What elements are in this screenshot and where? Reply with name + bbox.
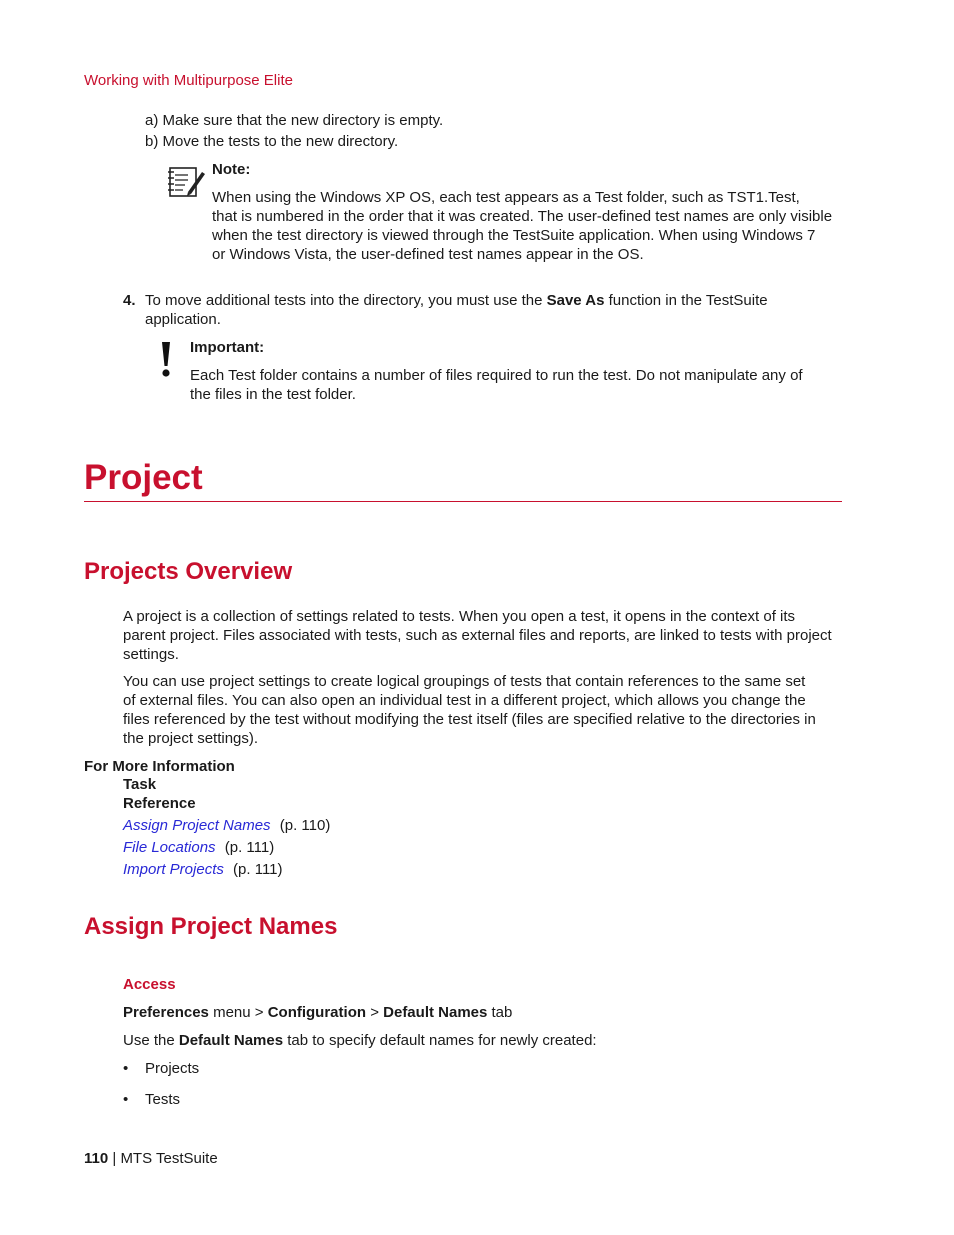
link-import-projects[interactable]: Import Projects [123, 861, 224, 878]
running-head: Working with Multipurpose Elite [84, 72, 293, 89]
note-line: or Windows Vista, the user-defined test names appear in the OS. [212, 246, 644, 263]
reference-row [123, 860, 283, 879]
link-assign-project-names[interactable]: Assign Project Names [123, 817, 271, 834]
bullet-marker: • [123, 1060, 129, 1077]
paragraph-line: A project is a collection of settings related to tests. When you open a test, it opens in the context of its [123, 608, 796, 625]
section-heading-overview: Projects Overview [84, 558, 293, 585]
step-text-after: function in the TestSuite [604, 292, 768, 309]
step-number: 4. [123, 292, 136, 309]
substep-text: Move the tests to the new directory. [162, 133, 399, 150]
page-footer [84, 1149, 218, 1168]
sentence-text: tab to specify default names for newly created: [283, 1032, 597, 1049]
exclamation-icon [158, 340, 174, 380]
step-text [145, 291, 835, 329]
tab-name: Default Names [383, 1004, 488, 1021]
bullet-marker: • [123, 1091, 129, 1108]
chapter-rule [84, 501, 842, 502]
default-names-term: Default Names [178, 1032, 284, 1049]
important-label: Important: [190, 339, 265, 356]
page-ref: (p. 111) [233, 861, 283, 878]
paragraph-line: of external files. You can also open an individual test in a different project, which allows you change the [123, 692, 806, 709]
bullet-item-projects: Projects [145, 1060, 200, 1077]
step-text-before: To move additional tests into the directory, you must use the [145, 292, 547, 309]
overview-paragraph-1 [123, 607, 845, 664]
more-info-heading: For More Information [84, 758, 235, 775]
column-header-task: Task [123, 776, 157, 793]
page-ref: (p. 111) [224, 839, 275, 856]
page-ref: (p. 110) [279, 817, 331, 834]
footer-title: MTS TestSuite [120, 1150, 218, 1167]
note-line: when the test directory is viewed through the TestSuite application. When using Windows 7 [212, 227, 816, 244]
important-line: the files in the test folder. [190, 386, 356, 403]
note-body [212, 188, 846, 264]
note-label: Note: [212, 161, 251, 178]
sentence-text: Use the [123, 1032, 179, 1049]
substep-b [145, 132, 398, 151]
footer-separator: | [108, 1150, 121, 1167]
note-line: that is numbered in the order that it was created. The user-defined test names are only visible [212, 208, 833, 225]
chapter-title: Project [84, 458, 203, 497]
paragraph-line: You can use project settings to create logical groupings of tests that contain references to the same set [123, 673, 806, 690]
paragraph-line: the project settings). [123, 730, 259, 747]
important-line: Each Test folder contains a number of files required to run the test. Do not manipulate any of [190, 367, 803, 384]
configuration-name: Configuration [267, 1004, 367, 1021]
use-sentence [123, 1031, 597, 1050]
paragraph-line: settings. [123, 646, 179, 663]
note-pencil-icon [166, 164, 206, 200]
access-path [123, 1003, 512, 1022]
menu-name: Preferences [123, 1004, 209, 1021]
page-number: 110 [84, 1150, 109, 1167]
reference-row [123, 816, 330, 835]
access-heading: Access [123, 976, 176, 993]
reference-row [123, 838, 274, 857]
column-header-reference: Reference [123, 795, 196, 812]
substep-a [145, 111, 443, 130]
bullet-item-tests: Tests [145, 1091, 181, 1108]
note-line: When using the Windows XP OS, each test appears as a Test folder, such as TST1.Test, [212, 189, 800, 206]
path-separator: > [366, 1004, 384, 1021]
substep-label: a) [145, 112, 159, 129]
substep-text: Make sure that the new directory is empty. [162, 112, 444, 129]
path-text: menu > [208, 1004, 268, 1021]
section-heading-assign: Assign Project Names [84, 913, 338, 940]
overview-paragraph-2 [123, 672, 845, 748]
save-as-term: Save As [546, 292, 605, 309]
important-body [190, 366, 840, 404]
step-text-line2: application. [145, 311, 221, 328]
paragraph-line: files referenced by the test without modifying the test itself (files are specified relative to the directories in [123, 711, 816, 728]
path-text: tab [487, 1004, 513, 1021]
paragraph-line: parent project. Files associated with tests, such as external files and reports, are linked to tests with project [123, 627, 832, 644]
link-file-locations[interactable]: File Locations [123, 839, 216, 856]
substep-label: b) [145, 133, 159, 150]
